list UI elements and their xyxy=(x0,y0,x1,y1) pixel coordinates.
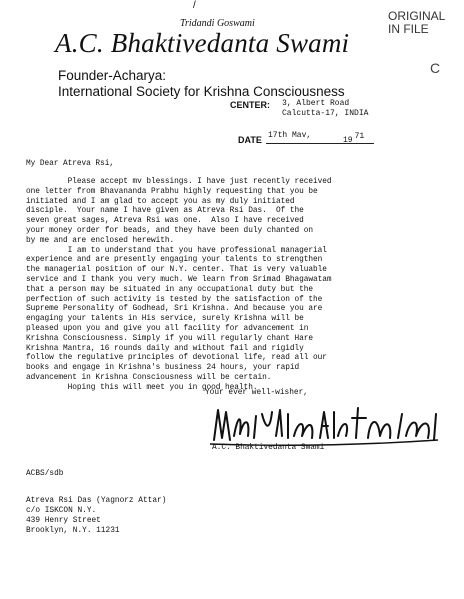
stamp-line-2: IN FILE xyxy=(388,22,429,36)
date-label: DATE xyxy=(238,135,262,145)
letter-body: Please accept mv blessings. I have just recently received one letter from Bhavananda Prabhu highly requesting that you be initiated and I am glad to accept you as my duly initiated disciple. Your name I have given as Atreva Rsi Das. Of the seven great sages, Atreva Rsi was one. Also I have received your money order for beads, and they have been duly chanted on by me and are enclosed herewith. I am to understand that you have professional managerial experience and are presently engaging your talents to strengthen the managerial position of our N.Y. center. That is very valuable service and I thank you very much. We learn from Srimad Bhagawatam that a person may be situated in any occupational duty but the perfection of such activity is tested by the satisfaction of the Supreme Personality of Godhead, Sri Krishna. And because you are engaging your talents in His service, surely Krishna will be pleased upon you and give you all facility for advancement in Krishna Consciousness. Simply if you will regularly chant Hare Krishna Mantra, 16 rounds daily and without fail and rigidly follow the regulative principles of devotional life, read all our books and engage in Krishna's business 24 hours, your rapid advancement in Krishna Consciousness will be certain. Hoping this will meet you in good health. xyxy=(26,178,332,392)
date-year-suffix: 71 xyxy=(354,132,365,141)
recipient-address: Atreva Rsi Das (Yagnorz Attar) c/o ISKCON N.Y. 439 Henry Street Brooklyn, N.Y. 11231 xyxy=(26,497,167,535)
stamp-line-1: ORIGINAL xyxy=(388,9,446,23)
center-label: CENTER: xyxy=(230,100,270,110)
original-in-file-stamp xyxy=(388,10,445,36)
margin-handwritten-mark: C xyxy=(430,60,441,76)
reference-initials: ACBS/sdb xyxy=(26,470,64,478)
society-line: International Society for Krishna Consciousness xyxy=(58,84,345,99)
handwritten-tick-mark: / xyxy=(193,0,196,11)
founder-acharya-line: Founder-Acharya: xyxy=(58,68,167,83)
signature-scrawl-icon xyxy=(210,400,440,448)
date-year xyxy=(343,132,365,145)
typed-signature-name: A.C. Bhaktivedanta Swami xyxy=(212,444,325,452)
date-day-month: 17th Mav, xyxy=(268,131,312,140)
salutation: My Dear Atreva Rsi, xyxy=(26,160,114,168)
closing-line: Your ever well-wisher, xyxy=(205,389,308,397)
letterhead-tridandi: Tridandi Goswami xyxy=(180,18,255,29)
date-year-prefix: 19 xyxy=(343,136,353,145)
center-address: 3, Albert Road Calcutta-17, INDIA xyxy=(282,99,369,118)
letterhead-name: A.C. Bhaktivedanta Swami xyxy=(55,28,350,58)
